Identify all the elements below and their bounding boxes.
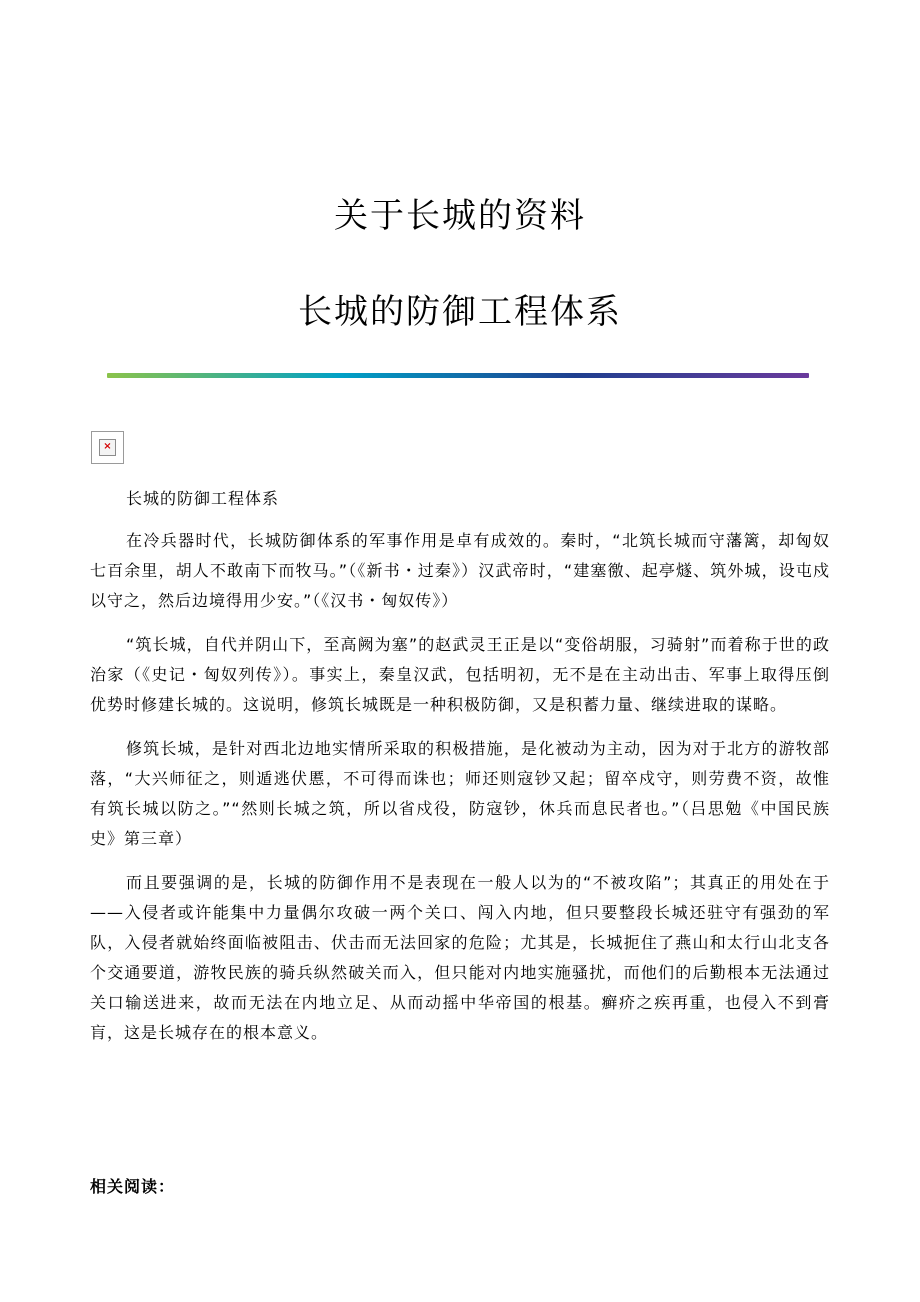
paragraph-4: 而且要强调的是，长城的防御作用不是表现在一般人以为的“不被攻陷”；其真正的用处在于——入侵者或许能集中力量偶尔攻破一两个关口、闯入内地，但只要整段长城还驻守有强劲的军队，入侵者就始终面临被阻击、伏击而无法回家的危险；尤其是，长城扼住了燕山和太行山北支各个交通要道，游牧民族的骑兵纵然破关而入，但只能对内地实施骚扰，而他们的后勤根本无法通过关口输送进来，故而无法在内地立足、从而动摇中华帝国的根基。癣疥之疾再重，也侵入不到膏肓，这是长城存在的根本意义。	[90, 873, 830, 1042]
section-heading: 长城的防御工程体系	[126, 489, 280, 508]
article-body	[90, 484, 830, 1062]
paragraph-1: 在冷兵器时代，长城防御体系的军事作用是卓有成效的。秦时，“北筑长城而守藩篱，却匈奴七百余里，胡人不敢南下而牧马。”（《新书・过秦》）汉武帝时，“建塞徼、起亭燧、筑外城，设屯戍以守之，然后边境得用少安。”（《汉书・匈奴传》）	[90, 531, 830, 610]
broken-image-icon: ×	[99, 439, 116, 456]
document-title: 关于长城的资料	[334, 196, 586, 236]
document-subtitle: 长城的防御工程体系	[298, 292, 622, 332]
paragraph-2: “筑长城，自代并阴山下，至高阙为塞”的赵武灵王正是以“变俗胡服，习骑射”而着称于世的政治家（《史记・匈奴列传》）。事实上，秦皇汉武，包括明初，无不是在主动出击、军事上取得压倒优势时修建长城的。这说明，修筑长城既是一种积极防御，又是积蓄力量、继续进取的谋略。	[90, 635, 830, 714]
gradient-divider	[107, 373, 809, 378]
related-reading-label: 相关阅读：	[90, 1177, 176, 1196]
broken-image-placeholder	[91, 431, 124, 464]
paragraph-3: 修筑长城，是针对西北边地实情所采取的积极措施，是化被动为主动，因为对于北方的游牧部落，“大兴师征之，则遁逃伏慝，不可得而诛也；师还则寇钞又起；留卒戍守，则劳费不资，故惟有筑长城以防之。”“然则长城之筑，所以省戍役，防寇钞，休兵而息民者也。”（吕思勉《中国民族史》第三章）	[90, 739, 830, 848]
